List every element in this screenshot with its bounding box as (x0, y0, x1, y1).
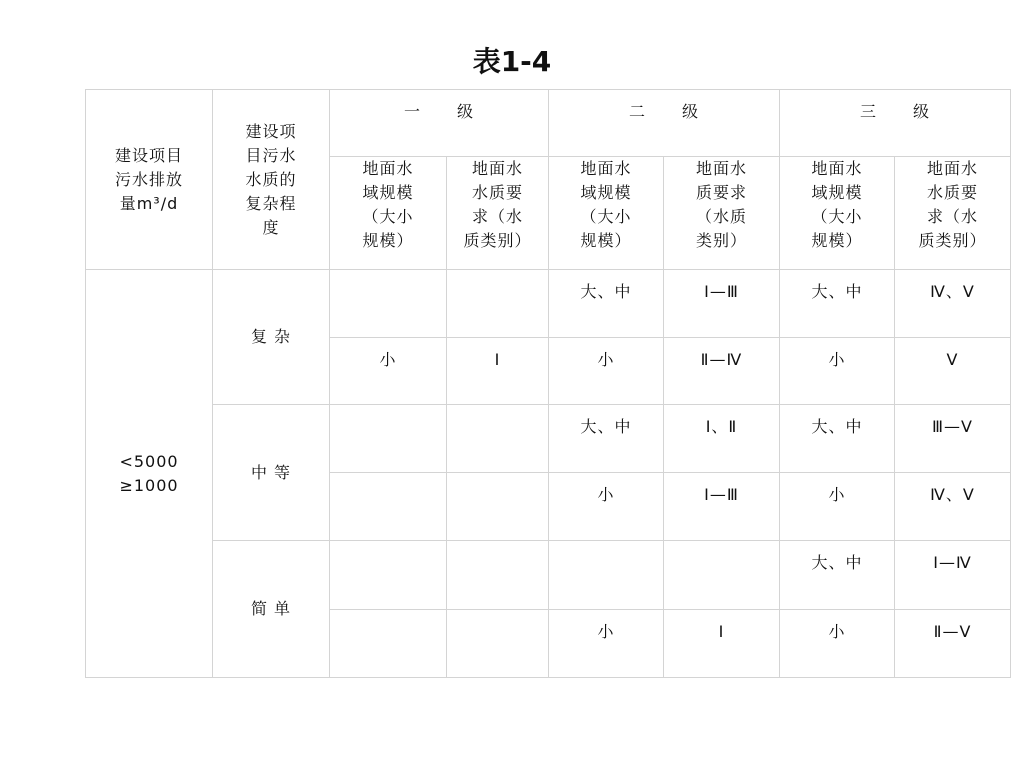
table-cell (330, 270, 447, 338)
table-cell: Ⅴ (895, 338, 1011, 405)
header-complexity-line: 度 (262, 217, 280, 237)
table-cell: 小 (780, 338, 895, 405)
table-cell: 大、中 (780, 270, 895, 338)
subheader-cell: 地面水 域规模 （大小 规模） (549, 157, 664, 270)
table-cell (549, 541, 664, 610)
table-cell (330, 473, 447, 541)
subheader-cell: 地面水 水质要 求（水 质类别） (447, 157, 549, 270)
table-cell (447, 541, 549, 610)
header-complexity-line: 复杂程 (245, 193, 297, 213)
table-cell: Ⅱ—Ⅴ (895, 610, 1011, 678)
header-flow-line: 量m³/d (119, 193, 179, 213)
table-cell: 小 (780, 473, 895, 541)
subheader-cell: 地面水 域规模 （大小 规模） (780, 157, 895, 270)
water-quality-table (85, 89, 1011, 678)
grade-3-header: 三 级 (780, 90, 1011, 157)
table-cell: Ⅰ—Ⅲ (664, 270, 780, 338)
complexity-label: 复 杂 (213, 270, 330, 405)
table-cell (447, 473, 549, 541)
table-cell: Ⅳ、Ⅴ (895, 473, 1011, 541)
header-complexity-line: 目污水 (245, 145, 297, 165)
flow-range-cell: <5000 ≥1000 (86, 270, 213, 678)
complexity-label: 简 单 (213, 541, 330, 678)
subheader-cell: 地面水 质要求 （水质 类别） (664, 157, 780, 270)
header-complexity-line: 水质的 (245, 169, 297, 189)
table-title: 表1-4 (472, 45, 552, 78)
header-complexity-line: 建设项 (245, 121, 297, 141)
header-flow-line: 建设项目 (114, 145, 183, 165)
table-cell: 大、中 (549, 405, 664, 473)
table-cell: 大、中 (780, 541, 895, 610)
subheader-cell: 地面水 水质要 求（水 质类别） (895, 157, 1011, 270)
table-cell: 小 (549, 610, 664, 678)
header-flow-volume (86, 90, 213, 270)
table-cell: Ⅱ—Ⅳ (664, 338, 780, 405)
table-cell (330, 541, 447, 610)
header-complexity (213, 90, 330, 270)
table-cell: 小 (330, 338, 447, 405)
table-cell (330, 405, 447, 473)
table-cell: Ⅳ、Ⅴ (895, 270, 1011, 338)
table-cell: Ⅰ (447, 338, 549, 405)
header-flow-line: 污水排放 (114, 169, 183, 189)
grade-2-header: 二 级 (549, 90, 780, 157)
table-cell: 大、中 (549, 270, 664, 338)
table-cell: 小 (549, 338, 664, 405)
grade-1-header: 一 级 (330, 90, 549, 157)
table-cell: Ⅰ (664, 610, 780, 678)
table-cell: Ⅲ—Ⅴ (895, 405, 1011, 473)
table-cell: 大、中 (780, 405, 895, 473)
complexity-label: 中 等 (213, 405, 330, 541)
table-cell (447, 405, 549, 473)
table-cell (447, 610, 549, 678)
table-cell: Ⅰ—Ⅳ (895, 541, 1011, 610)
table-cell: Ⅰ、Ⅱ (664, 405, 780, 473)
table-cell (664, 541, 780, 610)
table-cell: Ⅰ—Ⅲ (664, 473, 780, 541)
table-cell: 小 (780, 610, 895, 678)
subheader-cell: 地面水 域规模 （大小 规模） (330, 157, 447, 270)
table-cell (447, 270, 549, 338)
table-cell (330, 610, 447, 678)
table-cell: 小 (549, 473, 664, 541)
